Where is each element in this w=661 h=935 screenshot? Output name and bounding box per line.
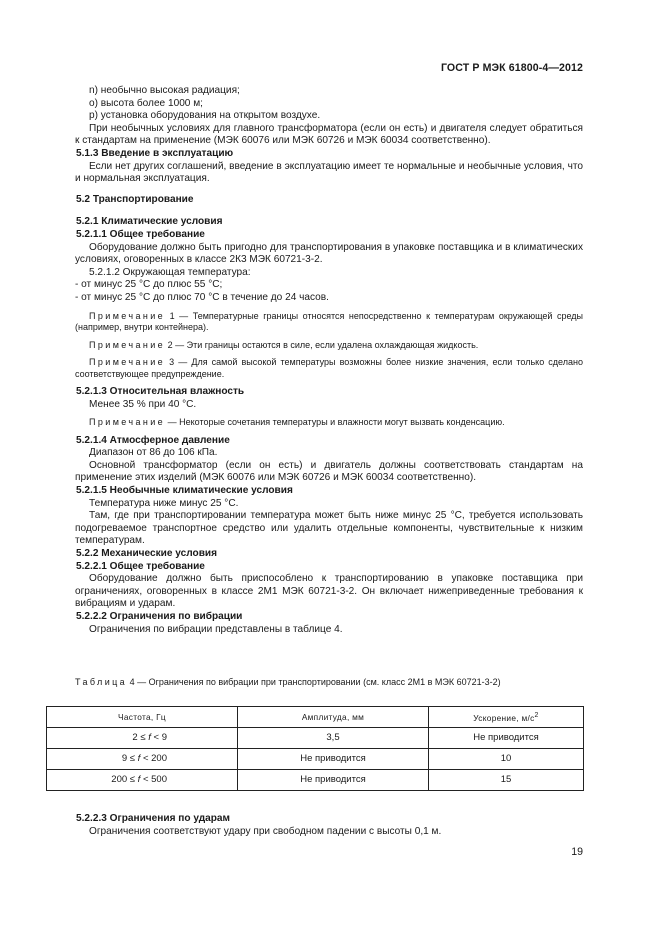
table-header-row [47, 707, 584, 728]
note-humidity [75, 417, 583, 429]
paragraph-5-2-1-5-a: Температура ниже минус 25 °С. [89, 497, 239, 509]
freq-variable: f [137, 773, 141, 785]
list-item-p: р) установка оборудования на открытом воздухе. [89, 110, 321, 122]
heading-5-2-2-3: 5.2.2.3 Ограничения по ударам [76, 813, 230, 824]
acceleration-cell: 15 [429, 770, 584, 791]
temperature-item-1: - от минус 25 °С до плюс 55 °С; [75, 279, 223, 291]
header-acceleration [429, 707, 584, 728]
note-humidity-label: Примечание [89, 417, 166, 428]
header-amplitude: Амплитуда, мм [238, 707, 429, 728]
paragraph-5-2-1-1: Оборудование должно быть пригодно для транспортирования в упаковке поставщика и в климатических условиях, оговоренных в классе 2К3 МЭК 60721-3-2. [75, 241, 583, 266]
note-3 [75, 357, 583, 380]
note-2-label: Примечание [89, 339, 166, 350]
lt-sign: < [153, 731, 160, 743]
table-row [47, 770, 584, 791]
freq-variable: f [137, 752, 141, 764]
le-sign: ≤ [129, 773, 136, 785]
section-5-2-2-3 [75, 813, 583, 838]
paragraph-5-2-1-5-b: Там, где при транспортировании температура может быть ниже минус 25 °С, требуется использовать подогреваемое транспортное средство или удалить отдельные компоненты, чувствительные к низким температурам. [75, 510, 583, 547]
paragraph-5-2-2-1: Оборудование должно быть приспособлено к транспортированию в упаковке поставщика при ограничениях, оговоренных в классе 2М1 МЭК 60721-3-2. Он включает нижеприведенные требования к вибрациям и ударам. [75, 573, 583, 610]
heading-5-2-1-2: 5.2.1.2 Окружающая температура: [89, 266, 251, 278]
freq-low: 200 [111, 773, 128, 785]
heading-5-1-3: 5.1.3 Введение в эксплуатацию [76, 147, 234, 159]
note-1-text: 1 — Температурные границы относятся непосредственно к температурам окружающей среды (например, внутри контейнера). [75, 310, 583, 332]
note-2 [75, 340, 583, 352]
heading-5-2-1-3: 5.2.1.3 Относительная влажность [76, 386, 245, 397]
page-body [75, 85, 583, 636]
paragraph-5-2-1-4-a: Диапазон от 86 до 106 кПа. [89, 447, 218, 459]
frequency-cell [47, 749, 238, 770]
heading-5-2-1-5: 5.2.1.5 Необычные климатические условия [76, 485, 293, 497]
heading-5-2-1-4: 5.2.1.4 Атмосферное давление [76, 434, 230, 446]
header-frequency: Частота, Гц [47, 707, 238, 728]
page-number: 19 [571, 846, 583, 858]
amplitude-cell: Не приводится [238, 749, 429, 770]
table-caption [75, 676, 501, 689]
amplitude-cell: 3,5 [238, 728, 429, 749]
freq-low: 9 [121, 752, 128, 764]
table-row [47, 728, 584, 749]
temperature-item-2: - от минус 25 °С до плюс 70 °С в течение до 24 часов. [75, 291, 329, 303]
freq-high: 500 [151, 773, 167, 785]
le-sign: ≤ [129, 752, 136, 764]
freq-variable: f [148, 731, 151, 743]
heading-5-2-1-1: 5.2.1.1 Общее требование [76, 228, 205, 240]
list-item-n: n) необычно высокая радиация; [89, 85, 240, 96]
note-humidity-text: — Некоторые сочетания температуры и влажности могут вызвать конденсацию. [165, 417, 505, 428]
header-acceleration-exponent: 2 [534, 711, 539, 719]
vibration-table [46, 706, 584, 791]
heading-5-2-2: 5.2.2 Механические условия [76, 548, 218, 560]
standard-title: ГОСТ Р МЭК 61800-4—2012 [440, 62, 583, 74]
heading-5-2-2-1: 5.2.2.1 Общее требование [76, 560, 205, 572]
table-caption-label: Таблица [75, 677, 128, 687]
frequency-cell [47, 770, 238, 791]
paragraph-5-1-3: Если нет других соглашений, введение в эксплуатацию имеет те нормальные и необычные условия, что и нормальная эксплуатация. [75, 160, 583, 185]
lt-sign: < [142, 752, 149, 764]
heading-5-2: 5.2 Транспортирование [76, 193, 194, 205]
note-1-label: Примечание [89, 310, 166, 321]
paragraph-5-2-1-4-b: Основной трансформатор (если он есть) и двигатель должны соответствовать стандартам на применение этих изделий (МЭК 60076 или МЭК 60726 и МЭК 60034 соответственно). [75, 459, 583, 484]
note-3-label: Примечание [89, 357, 166, 367]
heading-5-2-2-2: 5.2.2.2 Ограничения по вибрации [76, 611, 243, 622]
freq-high: 9 [161, 731, 167, 743]
table-caption-text: 4 — Ограничения по вибрации при транспортировании (см. класс 2М1 в МЭК 60721-3-2) [127, 677, 501, 687]
acceleration-cell: 10 [429, 749, 584, 770]
list-item-o: о) высота более 1000 м; [89, 97, 203, 109]
paragraph-5-2-2-3: Ограничения соответствуют удару при свободном падении с высоты 0,1 м. [89, 825, 442, 837]
header-acceleration-text: Ускорение, м/с [473, 712, 535, 723]
amplitude-cell: Не приводится [238, 770, 429, 791]
lt-sign: < [142, 773, 149, 785]
heading-5-2-1: 5.2.1 Климатические условия [76, 216, 223, 228]
table-row [47, 749, 584, 770]
freq-low: 2 [132, 731, 138, 743]
frequency-cell [47, 728, 238, 749]
le-sign: ≤ [140, 731, 146, 743]
acceleration-cell: Не приводится [429, 728, 584, 749]
paragraph-5-2-1-3: Менее 35 % при 40 °С. [89, 398, 197, 410]
note-3-text: 3 — Для самой высокой температуры возможны более низкие значения, если только сделано соответствующее предупреждение. [75, 357, 583, 379]
paragraph-5-2-2-2: Ограничения по вибрации представлены в таблице 4. [89, 623, 343, 635]
paragraph-unusual-conditions: При необычных условиях для главного трансформатора (если он есть) и двигателя следует обратиться к стандартам на применение (МЭК 60076 или МЭК 60726 и МЭК 60034 соответственно). [75, 122, 583, 147]
note-2-text: 2 — Эти границы остаются в силе, если удалена охлаждающая жидкость. [165, 339, 479, 350]
note-1 [75, 311, 583, 334]
freq-high: 200 [151, 752, 167, 764]
